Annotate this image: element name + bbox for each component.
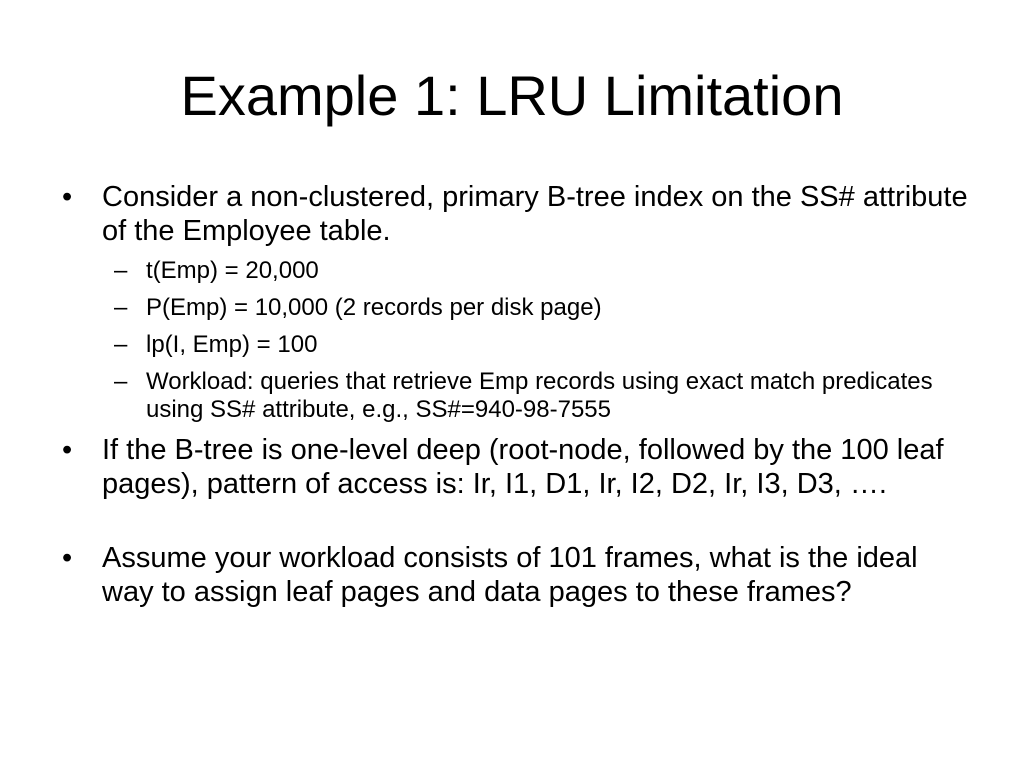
slide-body	[62, 180, 972, 609]
sub-bullet-text: Workload: queries that retrieve Emp records using exact match predicates using SS# attribute, e.g., SS#=940-98-7555	[146, 368, 933, 423]
dash-icon: –	[114, 294, 128, 321]
bullet-text: Consider a non-clustered, primary B-tree index on the SS# attribute of the Employee table.	[102, 181, 968, 247]
dash-icon: –	[114, 368, 128, 395]
bullet-point	[62, 433, 972, 501]
dash-icon: –	[114, 257, 128, 284]
slide-title: Example 1: LRU Limitation	[180, 64, 844, 127]
bullet-point	[62, 180, 972, 248]
sub-bullet-text: lp(I, Emp) = 100	[146, 331, 318, 358]
sub-bullet-point	[62, 368, 972, 424]
bullet-text: Assume your workload consists of 101 frames, what is the ideal way to assign leaf pages and data pages to these frames?	[102, 542, 918, 608]
bullet-icon: •	[62, 542, 73, 574]
bullet-text: If the B-tree is one-level deep (root-node, followed by the 100 leaf pages), pattern of access is: Ir, I1, D1, Ir, I2, D2, Ir, I3, D3, ….	[102, 434, 944, 500]
bullet-point	[62, 541, 972, 609]
bullet-icon: •	[62, 181, 73, 213]
sub-bullet-point	[62, 294, 972, 322]
dash-icon: –	[114, 331, 128, 358]
sub-bullet-text: P(Emp) = 10,000 (2 records per disk page)	[146, 294, 602, 321]
sub-bullet-point	[62, 257, 972, 285]
bullet-icon: •	[62, 434, 73, 466]
sub-bullet-point	[62, 331, 972, 359]
sub-bullet-text: t(Emp) = 20,000	[146, 257, 319, 284]
